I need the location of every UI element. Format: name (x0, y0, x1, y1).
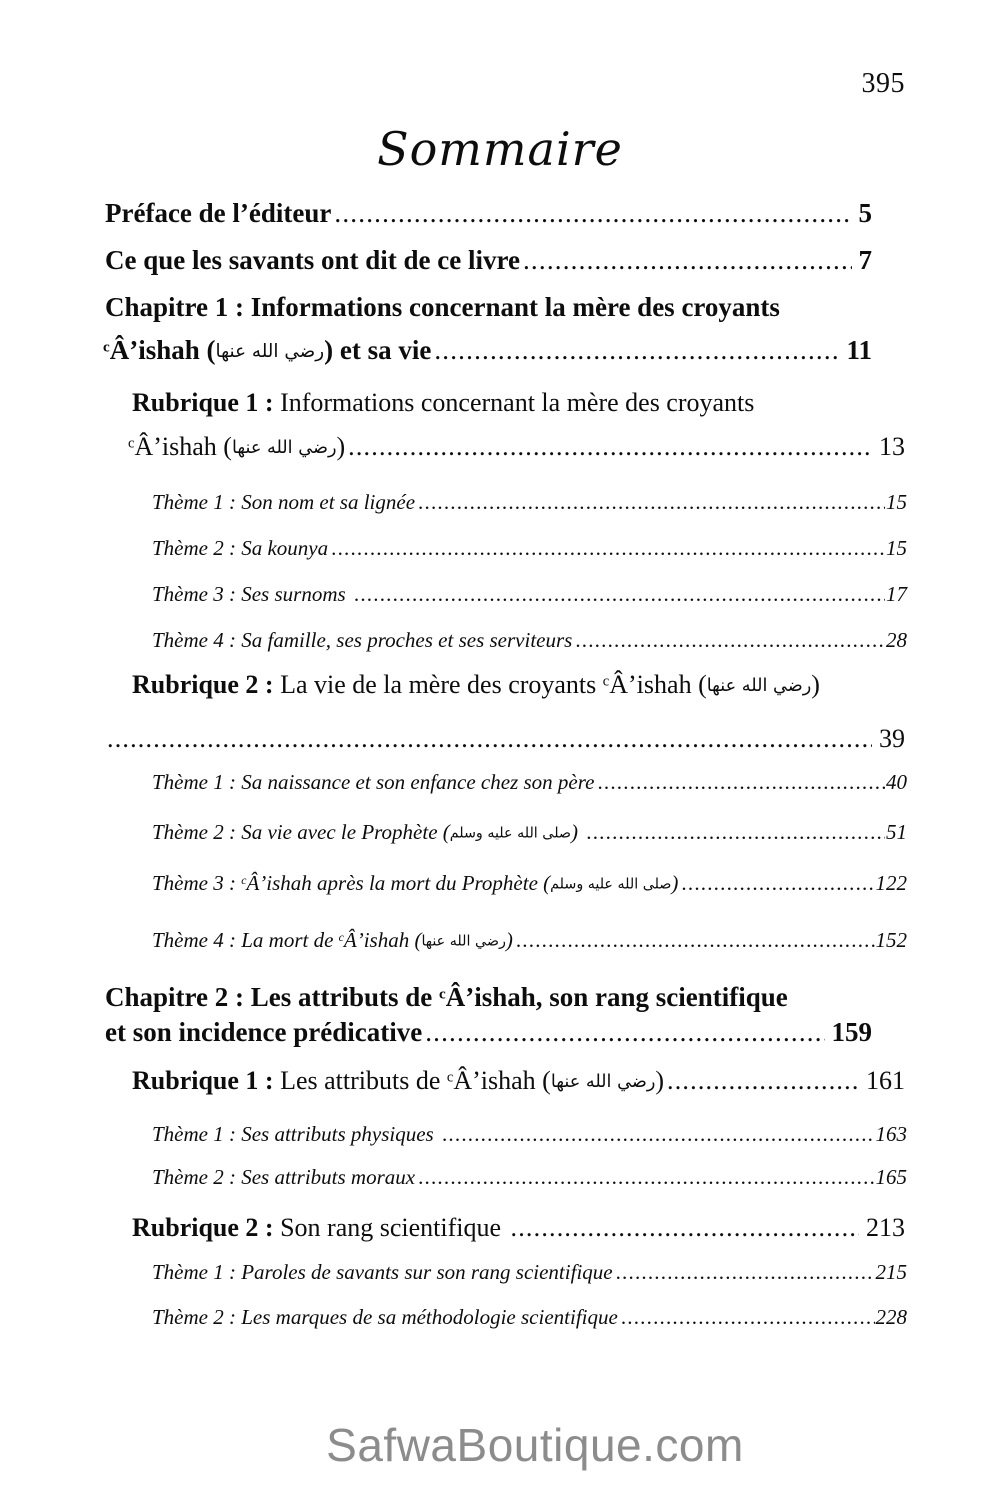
entry-text: Thème 1 : Sa naissance et son enfance chez son père (152, 770, 595, 794)
toc-entry-label (105, 982, 788, 1014)
toc-line (152, 1165, 907, 1190)
entry-prefix: Rubrique 2 : (132, 1213, 281, 1242)
toc-line (105, 982, 788, 1014)
entry-text: Les attributs de (280, 1066, 447, 1095)
page-ref: 13 (879, 432, 905, 461)
dot-leader (442, 1122, 875, 1147)
entry-text: Chapitre 1 : Informations concernant la mère des croyants (105, 292, 780, 322)
toc-line (152, 490, 907, 515)
superscript-ayn: c (128, 435, 135, 452)
dot-leader (331, 536, 885, 561)
dot-leader (418, 1165, 874, 1190)
toc-line (132, 1213, 905, 1244)
entry-text: Â’ishah ( (609, 670, 707, 699)
page-ref: 152 (875, 928, 907, 952)
entry-text: Thème 2 : Ses attributs moraux (152, 1165, 416, 1189)
superscript-ayn: c (439, 986, 446, 1003)
page-ref: 228 (875, 1305, 907, 1329)
arabic-honorific: رضي الله عنها (215, 341, 325, 363)
entry-text: ) (505, 928, 513, 952)
toc-line (105, 245, 872, 277)
entry-text: Â’ishah après la mort du Prophète ( (246, 871, 551, 895)
arabic-honorific: صلى الله عليه وسلم (550, 876, 672, 893)
entry-text: Thème 2 : Les marques de sa méthodologie scientifique (152, 1305, 618, 1329)
toc-line (105, 292, 780, 324)
entry-text: Thème 2 : Sa kounya (152, 536, 329, 560)
entry-text: Thème 4 : Sa famille, ses proches et ses serviteurs (152, 628, 573, 652)
page-ref: 5 (858, 198, 872, 228)
entry-text: ) (336, 432, 346, 461)
toc-entry-label (152, 628, 572, 653)
entry-text: ) (671, 871, 679, 895)
toc-entry-label (132, 1213, 508, 1244)
page-ref: 11 (846, 335, 872, 365)
page-ref: 51 (886, 820, 907, 844)
toc-line (132, 1066, 905, 1097)
entry-text: et son incidence prédicative (105, 1017, 423, 1047)
toc-entry-label (103, 335, 431, 367)
toc-entry-label (152, 770, 594, 795)
page-ref: 17 (886, 582, 907, 606)
toc-line (152, 1122, 907, 1147)
dot-leader (667, 1066, 859, 1097)
superscript-ayn: c (602, 673, 610, 690)
dot-leader (348, 432, 872, 463)
dot-leader (334, 198, 851, 230)
toc-line (152, 1305, 907, 1330)
dot-leader (425, 1017, 824, 1049)
entry-text: ) (811, 670, 820, 699)
toc-line (132, 670, 820, 701)
page-ref: 15 (886, 536, 907, 560)
page-ref: 40 (886, 770, 907, 794)
toc-line (105, 1017, 872, 1049)
page-ref: 215 (875, 1260, 907, 1284)
entry-text: Thème 1 : Son nom et sa lignée (152, 490, 416, 514)
page-ref: 163 (875, 1122, 907, 1146)
dot-leader (523, 245, 852, 277)
toc-line (128, 432, 905, 463)
superscript-ayn: c (103, 339, 110, 356)
toc-line (105, 198, 872, 230)
entry-text: Â’ishah ( (109, 335, 216, 365)
toc-title: Sommaire (377, 122, 623, 176)
toc-line (152, 628, 907, 653)
arabic-honorific: صلى الله عليه وسلم (449, 825, 572, 842)
entry-text: ) (571, 820, 584, 844)
page-ref: 159 (831, 1017, 872, 1047)
page-ref: 165 (875, 1165, 907, 1189)
toc-entry-label (128, 432, 345, 463)
toc-entry-label (152, 1260, 613, 1285)
toc-entry-label (152, 1122, 439, 1147)
toc-entry-label (105, 1017, 422, 1049)
toc-entry-label (132, 1066, 664, 1097)
entry-text: Chapitre 2 : Les attributs de (105, 982, 439, 1012)
toc-line (152, 1260, 907, 1285)
dot-leader (354, 582, 885, 607)
entry-text: Thème 4 : La mort de (152, 928, 339, 952)
toc-line (104, 724, 905, 755)
entry-prefix: Rubrique 1 : (132, 388, 281, 417)
toc-line (152, 928, 907, 953)
dot-leader (511, 1213, 859, 1244)
entry-text: Â’ishah ( (134, 432, 232, 461)
entry-text: Informations concernant la mère des croyants (280, 388, 755, 417)
entry-text: ) (655, 1066, 665, 1095)
dot-leader (575, 628, 885, 653)
entry-text: Thème 1 : Ses attributs physiques (152, 1122, 439, 1146)
toc-entry-label (152, 582, 351, 607)
entry-prefix: Rubrique 2 : (132, 670, 281, 699)
dot-leader (681, 871, 874, 896)
toc-line (152, 871, 907, 896)
entry-text: Thème 3 : (152, 871, 242, 895)
entry-text: Â’ishah, son rang scientifique (445, 982, 788, 1012)
entry-prefix: Rubrique 1 : (132, 1066, 281, 1095)
page-ref: 213 (866, 1213, 905, 1242)
superscript-ayn: c (338, 931, 344, 945)
toc-line (152, 770, 907, 795)
dot-leader (616, 1260, 875, 1285)
toc-line (152, 820, 907, 845)
toc-entry-label (132, 388, 754, 419)
toc-entry-label (152, 1305, 618, 1330)
entry-text: Â’ishah ( (453, 1066, 551, 1095)
dot-leader (586, 820, 885, 845)
entry-text: La vie de la mère des croyants (280, 670, 603, 699)
toc-entry-label (152, 871, 678, 896)
entry-text: Ce que les savants ont dit de ce livre (105, 245, 520, 275)
page-number: 395 (861, 68, 905, 99)
entry-text: Thème 3 : Ses surnoms (152, 582, 351, 606)
entry-text: ) et sa vie (324, 335, 432, 365)
dot-leader (434, 335, 839, 367)
page-ref: 7 (858, 245, 872, 275)
superscript-ayn: c (241, 874, 247, 888)
toc-entry-label (105, 292, 780, 324)
watermark-text: SafwaBoutique.com (326, 1419, 744, 1471)
entry-text: Son rang scientifique (280, 1213, 508, 1242)
entry-text: Â’ishah ( (343, 928, 422, 952)
dot-leader (597, 770, 885, 795)
dot-leader (516, 928, 875, 953)
dot-leader (107, 724, 872, 755)
toc-line (152, 536, 907, 561)
arabic-honorific: رضي الله عنها (706, 676, 812, 697)
arabic-honorific: رضي الله عنها (421, 933, 506, 950)
toc-entry-label (152, 928, 513, 953)
entry-text: Thème 1 : Paroles de savants sur son rang scientifique (152, 1260, 613, 1284)
toc-line (132, 388, 754, 419)
toc-entry-label (132, 670, 820, 701)
entry-text: Préface de l’éditeur (105, 198, 332, 228)
dot-leader (621, 1305, 875, 1330)
page-ref: 15 (886, 490, 907, 514)
toc-entry-label (152, 490, 415, 515)
arabic-honorific: رضي الله عنها (231, 438, 337, 459)
toc-line (103, 335, 872, 367)
entry-text: Thème 2 : Sa vie avec le Prophète ( (152, 820, 450, 844)
toc-entry-label (152, 536, 328, 561)
page-ref: 161 (866, 1066, 905, 1095)
toc-entry-label (105, 198, 331, 230)
toc-line (152, 582, 907, 607)
page-ref: 28 (886, 628, 907, 652)
arabic-honorific: رضي الله عنها (550, 1072, 656, 1093)
superscript-ayn: c (446, 1069, 454, 1086)
page-ref: 122 (875, 871, 907, 895)
dot-leader (418, 490, 885, 515)
toc-entry-label (105, 245, 520, 277)
toc-entry-label (152, 1165, 415, 1190)
toc-entry-label (152, 820, 583, 845)
page-ref: 39 (879, 724, 905, 753)
